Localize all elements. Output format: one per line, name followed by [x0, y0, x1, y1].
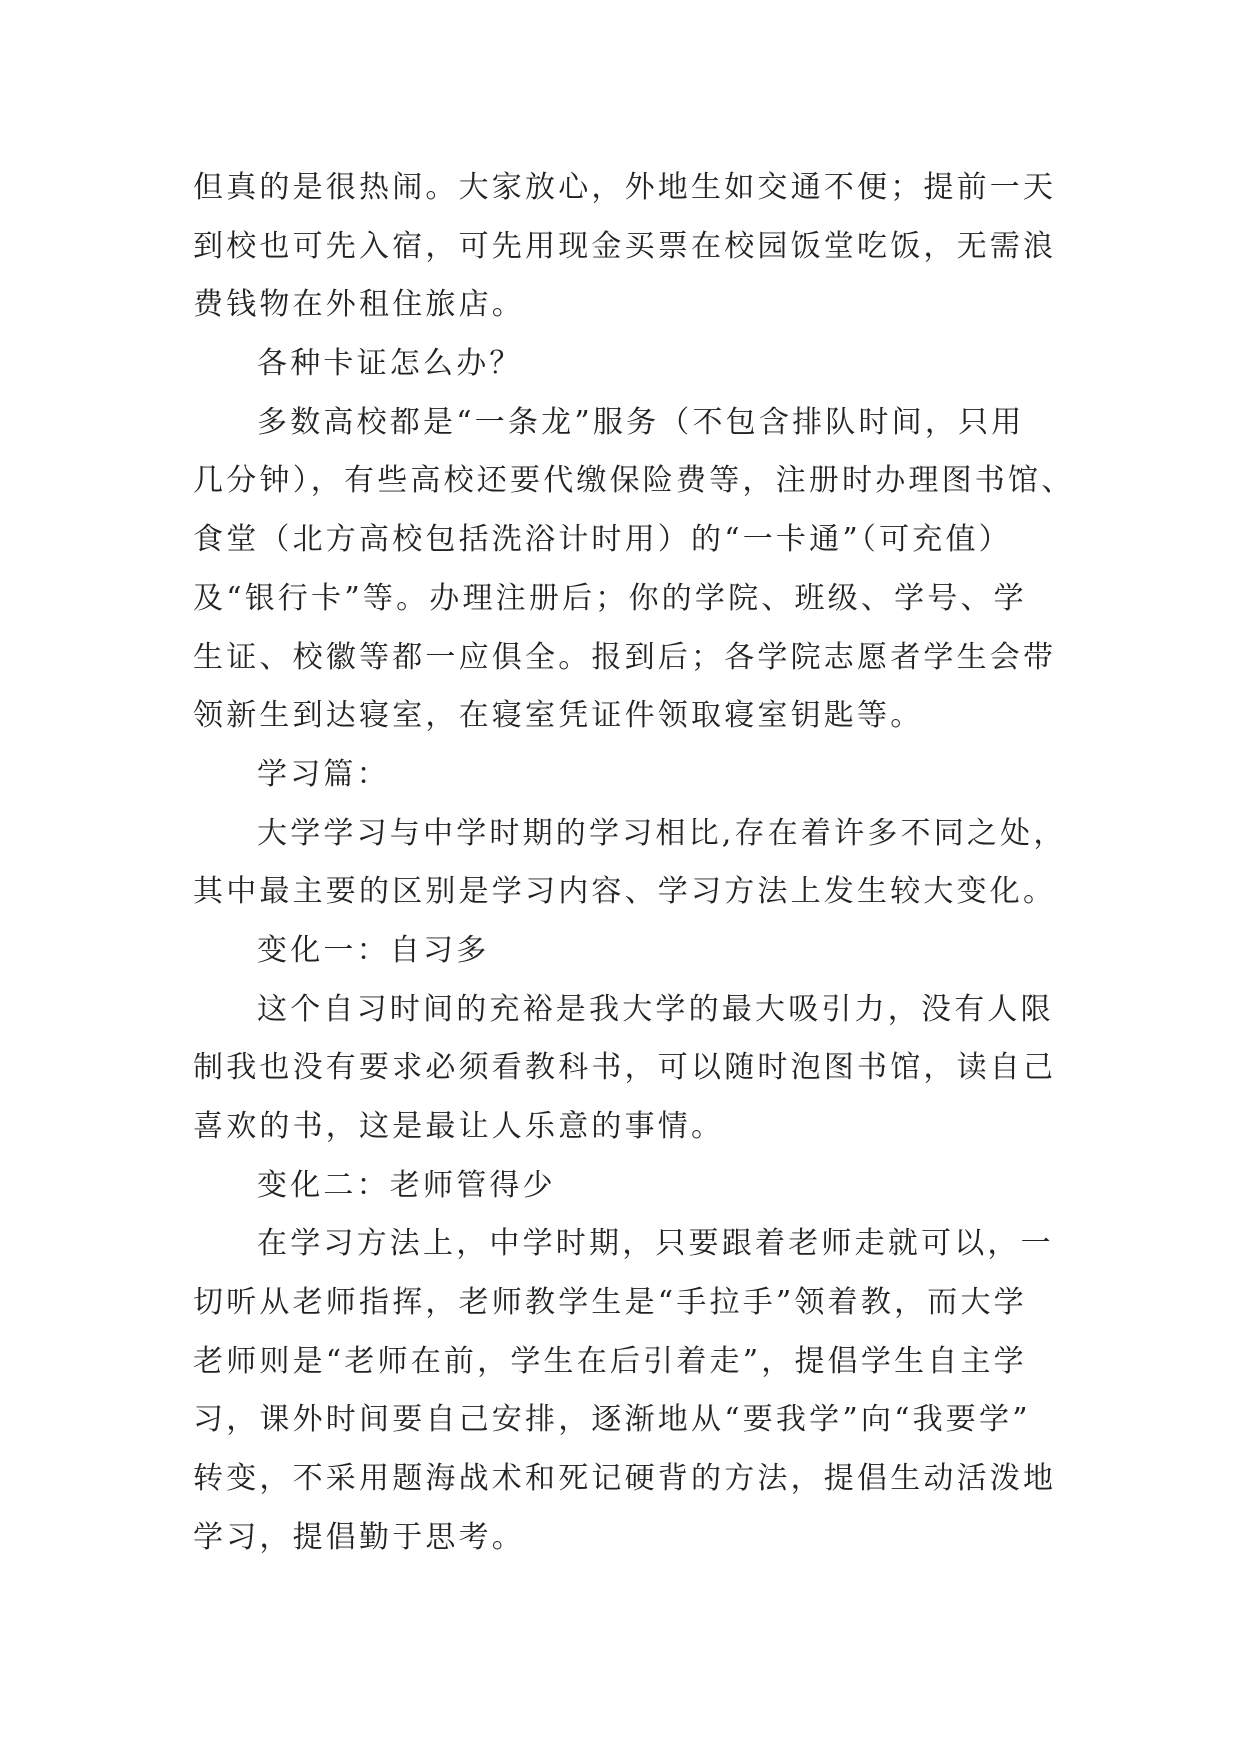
text-line: 转变，不采用题海战术和死记硬背的方法，提倡生动活泼地: [193, 1461, 1057, 1497]
text-line: 但真的是很热闹。大家放心，外地生如交通不便；提前一天: [193, 170, 1057, 205]
text-line: 到校也可先入宿，可先用现金买票在校园饭堂吃饭，无需浪: [193, 228, 1057, 264]
text-line: 费钱物在外租住旅店。: [193, 287, 525, 323]
section-heading: 学习篇：: [257, 756, 390, 792]
text-line: 在学习方法上，中学时期，只要跟着老师走就可以，一: [257, 1226, 1054, 1262]
text-line: 其中最主要的区别是学习内容、学习方法上发生较大变化。: [193, 874, 1057, 910]
text-line: 领新生到达寝室，在寝室凭证件领取寝室钥匙等。: [193, 698, 924, 734]
text-line: 及“银行卡”等。办理注册后；你的学院、班级、学号、学: [193, 580, 1027, 616]
text-line: 生证、校徽等都一应俱全。报到后；各学院志愿者学生会带: [193, 639, 1057, 675]
text-line: 大学学习与中学时期的学习相比,存在着许多不同之处，: [257, 815, 1067, 851]
text-line: 喜欢的书，这是最让人乐意的事情。: [193, 1109, 725, 1144]
document-body: [193, 159, 1075, 1568]
text-line: 多数高校都是“一条龙”服务（不包含排队时间，只用: [257, 404, 1025, 440]
text-line: 制我也没有要求必须看教科书，可以随时泡图书馆，读自己: [193, 1050, 1057, 1086]
section-heading: 变化二：老师管得少: [257, 1167, 556, 1203]
text-line: 食堂（北方高校包括洗浴计时用）的“一卡通”（可充值）: [193, 522, 1012, 558]
text-line: 习，课外时间要自己安排，逐渐地从“要我学”向“我要学”: [193, 1402, 1031, 1438]
text-line: 切听从老师指挥，老师教学生是“手拉手”领着教，而大学: [193, 1285, 1027, 1321]
text-line: 几分钟），有些高校还要代缴保险费等，注册时办理图书馆、: [193, 463, 1075, 499]
text-line: 学习，提倡勤于思考。: [193, 1519, 525, 1555]
text-line: 这个自习时间的充裕是我大学的最大吸引力，没有人限: [257, 991, 1054, 1027]
text-line: 老师则是“老师在前，学生在后引着走”，提倡学生自主学: [193, 1343, 1027, 1379]
section-heading: 各种卡证怎么办？: [257, 346, 523, 382]
section-heading: 变化一：自习多: [257, 932, 490, 968]
